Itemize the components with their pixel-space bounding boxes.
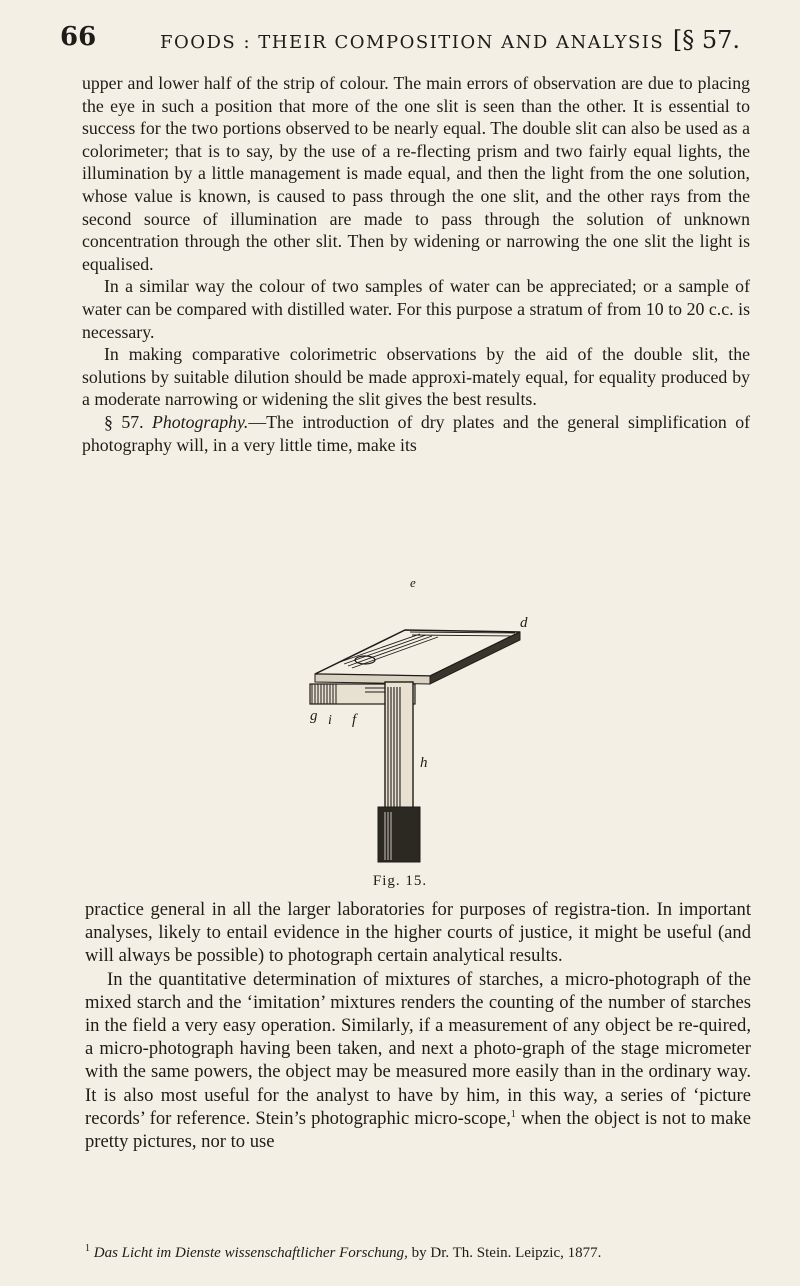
paragraph <box>85 968 751 1154</box>
figure-15-illustration <box>270 572 570 872</box>
paragraph: In a similar way the colour of two samples of water can be appreciated; or a sample of water can be compared with distilled water. For this purpose a stratum of from 10 to 20 c.c. is necessary. <box>82 276 750 342</box>
page-number: 66 <box>60 22 97 52</box>
footnote-text: by Dr. Th. Stein. Leipzic, 1877. <box>407 1245 602 1261</box>
section-title: Photography. <box>152 411 249 432</box>
paragraph: In making comparative colorimetric observations by the aid of the double slit, the solutions by suitable dilution should be made approxi-mately equal, for equality produced by a moderate narrowing or widening the slit gives the best results. <box>82 344 750 410</box>
footnote-title: Das Licht im Dienste wissenschaftlicher Forschung, <box>93 1245 408 1261</box>
section-number: § 57. <box>104 411 144 432</box>
footnote-marker: 1 <box>510 1108 516 1120</box>
label-f: f <box>352 712 357 728</box>
paragraph-text: In the quantitative determination of mixtures of starches, a micro-photograph of the mixed starch and the ‘imitation’ mixtures renders the counting of the number of starches in the field a very easy operation. Similarly, if a measurement of any object be re-quired, a micro-photograph having been taken, and next a photo-graph of the stage micrometer with the same powers, the object may be measured more easily than in the ordinary way. It is also most useful for the analyst to have by him, in this way, a series of ‘picture records’ for reference. Stein’s photographic micro-scope, <box>85 968 751 1129</box>
label-h: h <box>420 755 428 771</box>
running-head: FOODS : THEIR COMPOSITION AND ANALYSIS <box>160 32 665 53</box>
footnote-number: 1 <box>85 1243 90 1254</box>
label-d: d <box>520 615 528 631</box>
paragraph: upper and lower half of the strip of colour. The main errors of observation are due to placing the eye in such a position that more of the one slit is seen than the other. It is essential to success for the two portions observed to be nearly equal. The double slit can also be used as a colorimeter; that is to say, by the use of a re-flecting prism and two fairly equal lights, the illumination by a little management is made equal, and then the light from the one solution, whose value is known, is caused to pass through the one slit, and the other rays from the second source of illumination are made to pass through the solution of unknown concentration through the other slit. Then by widening or narrowing the one slit the light is equalised. <box>82 73 750 274</box>
label-i: i <box>328 713 332 728</box>
section-reference: [§ 57. <box>672 26 740 54</box>
apparatus-engraving <box>270 572 570 872</box>
label-e: e <box>410 575 416 590</box>
body-text-bottom <box>85 898 751 1153</box>
section-text: —The introduction of dry plates and the general simplification of photography will, in a very little time, make its <box>82 411 751 455</box>
section-57-paragraph <box>82 411 750 456</box>
label-g: g <box>310 708 318 724</box>
figure-caption: Fig. 15. <box>372 873 428 889</box>
paragraph: practice general in all the larger laboratories for purposes of registra-tion. In important analyses, likely to entail evidence in the higher courts of justice, it might be useful (and will always be possible) to photograph certain analytical results. <box>85 899 751 967</box>
footnote <box>85 1245 751 1262</box>
paragraph-tail: when the object is not to make pretty pictures, nor to use <box>85 1107 751 1153</box>
page-header <box>60 22 740 62</box>
body-text-top <box>82 72 750 456</box>
column-base <box>378 807 420 862</box>
